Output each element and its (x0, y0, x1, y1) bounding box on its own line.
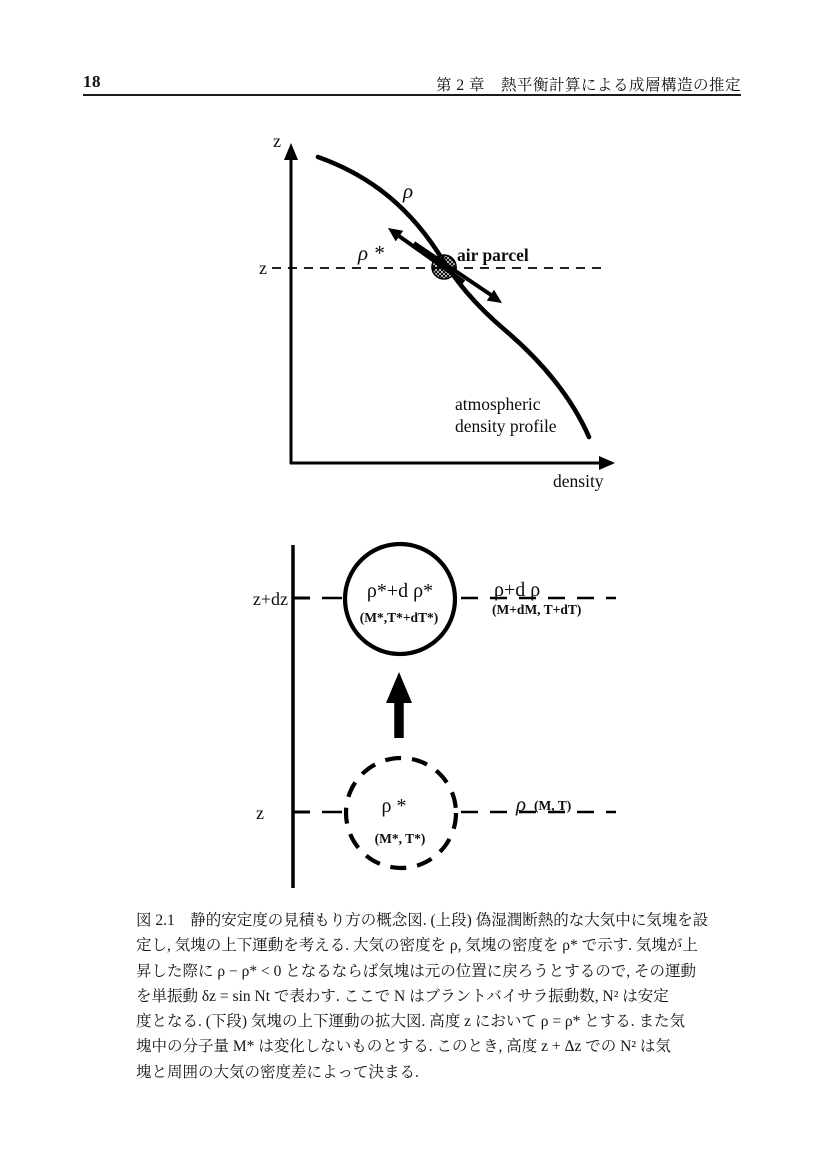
upper-ambient-density: ρ+d ρ (494, 579, 541, 601)
caption-line: 図 2.1 静的安定度の見積もり方の概念図. (上段) 偽湿潤断熱的な大気中に気塊を設 (136, 912, 709, 929)
parcel-rho-star-label: ρ * (358, 241, 384, 265)
page-number: 18 (83, 72, 101, 91)
air-parcel-label: air parcel (457, 245, 529, 265)
parcel-displacement-panel (230, 535, 665, 900)
lower-ambient-state: (M, T) (534, 798, 572, 813)
caption-line: を単振動 δz = sin Nt で表わす. ここで N はブラントバイサラ振動数, N² は安定 (136, 987, 669, 1005)
lower-level-label: z (256, 803, 264, 823)
density-axis-label: density (553, 471, 604, 491)
z-axis-label: z (273, 131, 281, 151)
curve-rho-label: ρ (403, 179, 414, 203)
original-parcel-density: ρ * (381, 795, 407, 817)
figure-caption (136, 908, 709, 1085)
density-axis-arrowhead-icon (599, 456, 615, 470)
density-profile-panel (235, 128, 665, 500)
upper-level-label: z+dz (252, 589, 288, 609)
caption-line: 塊と周囲の大気の密度差によって決まる. (136, 1063, 419, 1081)
profile-label-line2: density profile (455, 416, 557, 436)
density-profile-curve (318, 157, 589, 437)
original-parcel-state: (M*, T*) (374, 831, 426, 846)
displaced-parcel-state: (M*,T*+dT*) (359, 610, 439, 625)
ascent-arrowhead-icon (386, 672, 412, 703)
chapter-header: 第 2 章 熱平衡計算による成層構造の推定 (435, 77, 741, 94)
caption-line: 塊中の分子量 M* は変化しないものとする. このとき, 高度 z + Δz での N² は気 (136, 1038, 671, 1056)
caption-line: 度となる. (下段) 気塊の上下運動の拡大図. 高度 z において ρ = ρ* とする. また気 (136, 1013, 686, 1031)
caption-line: 定し, 気塊の上下運動を考える. 大気の密度を ρ, 気塊の密度を ρ* で示す. 気塊が上 (136, 937, 698, 955)
caption-line: 昇した際に ρ − ρ* < 0 となるならば気塊は元の位置に戻ろうとするので, その運動 (136, 962, 696, 980)
z-axis-arrowhead-icon (284, 143, 298, 160)
displaced-parcel-density: ρ*+d ρ* (366, 580, 434, 602)
level-z-label: z (259, 258, 267, 278)
lower-ambient-density: ρ (516, 792, 527, 816)
upper-ambient-state: (M+dM, T+dT) (492, 602, 582, 617)
header-rule (83, 94, 741, 96)
air-parcel-icon (432, 255, 456, 279)
profile-label-line1: atmospheric (455, 394, 541, 414)
